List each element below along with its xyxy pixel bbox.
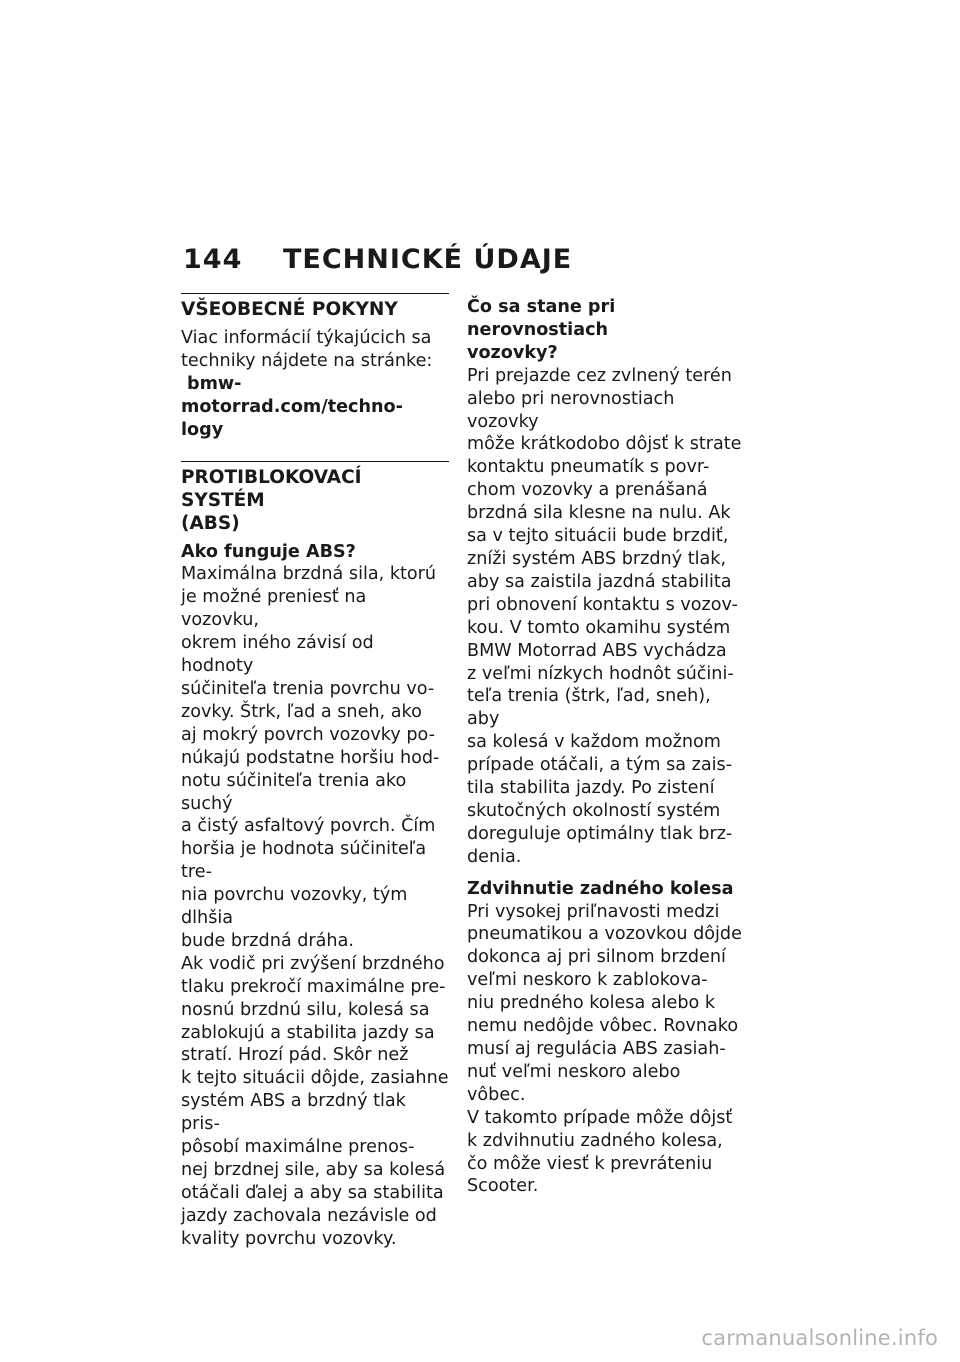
text-line: okrem iného závisí od hodnoty xyxy=(181,633,374,677)
text-line: kontaktu pneumatík s povr- xyxy=(467,457,710,478)
general-body xyxy=(181,327,449,442)
text-line: pri obnovení kontaktu s vozov- xyxy=(467,594,738,615)
subheading-how-abs-works: Ako funguje ABS? xyxy=(181,541,356,562)
text-line: zablokujú a stabilita jazdy sa xyxy=(181,1022,435,1043)
text-line: prípade otáčali, a tým sa zais- xyxy=(467,755,733,776)
text-line: k tejto situácii dôjde, zasiahne xyxy=(181,1068,449,1089)
text-line: sa kolesá v každom možnom xyxy=(467,732,721,753)
text-line: nemu nedôjde vôbec. Rovnako xyxy=(467,1016,739,1037)
text-line: zníži systém ABS brzdný tlak, xyxy=(467,548,727,569)
text-line: niu predného kolesa alebo k xyxy=(467,993,716,1014)
text-line: horšia je hodnota súčiniteľa tre- xyxy=(181,839,427,883)
subheading-uneven-road xyxy=(467,296,743,365)
text-line: nosnú brzdnú silu, kolesá sa xyxy=(181,999,430,1020)
text-line: musí aj regulácia ABS zasiah- xyxy=(467,1039,726,1059)
text-line: Čo sa stane pri nerovnostiach xyxy=(467,297,616,340)
text-line: aj mokrý povrch vozovky po- xyxy=(181,724,435,745)
text-line: doreguluje optimálny tlak brz- xyxy=(467,823,733,844)
watermark: carmanualsonline.info xyxy=(701,1326,938,1350)
text-line: z veľmi nízkych hodnôt súčini- xyxy=(467,663,734,684)
right-column xyxy=(467,296,743,1198)
text-line: brzdná sila klesne na nulu. Ak xyxy=(467,503,731,524)
left-column xyxy=(181,293,449,1251)
text-line: V takomto prípade môže dôjsť xyxy=(467,1107,733,1128)
text-line: súčiniteľa trenia povrchu vo- xyxy=(181,678,435,699)
text-line: bude brzdná dráha. xyxy=(181,930,354,951)
page-number: 144 xyxy=(183,244,243,275)
text-line: núkajú podstatne horšiu hod- xyxy=(181,747,440,768)
text-line: tila stabilita jazdy. Po zistení xyxy=(467,778,715,799)
text-line: veľmi neskoro k zablokova- xyxy=(467,970,708,991)
rear-wheel-lift-body xyxy=(467,901,743,1199)
text-line: Pri prejazde cez zvlnený terén xyxy=(467,365,732,386)
page-header xyxy=(183,244,572,275)
text-line: je možné preniesť na vozovku, xyxy=(181,587,367,631)
text-line: notu súčiniteľa trenia ako suchý xyxy=(181,770,407,814)
text-line: teľa trenia (štrk, ľad, sneh), aby xyxy=(467,686,711,730)
text-line: čo môže viesť k prevráteniu xyxy=(467,1153,713,1174)
section-divider xyxy=(181,293,449,294)
subheading-rear-wheel-lift: Zdvihnutie zadného kolesa xyxy=(467,878,734,899)
text-line: vozovky? xyxy=(467,342,558,363)
text-line: chom vozovky a prenášaná xyxy=(467,480,708,501)
text-line: môže krátkodobo dôjsť k strate xyxy=(467,434,742,455)
text-line: kvality povrchu vozovky. xyxy=(181,1228,397,1249)
text-line: skutočných okolností systém xyxy=(467,800,721,821)
text-line: pôsobí maximálne prenos- xyxy=(181,1137,415,1158)
text-line: Scooter. xyxy=(467,1176,539,1197)
text-line: nuť veľmi neskoro alebo vôbec. xyxy=(467,1061,681,1105)
text-line: Maximálna brzdná sila, ktorú xyxy=(181,564,437,585)
section-heading-general: VŠEOBECNÉ POKYNY xyxy=(181,299,398,320)
section-divider xyxy=(181,461,449,462)
text-line: otáčali ďalej a aby sa stabilita xyxy=(181,1182,444,1203)
text-line: stratí. Hrozí pád. Skôr než xyxy=(181,1045,409,1066)
text-line: Pri vysokej priľnavosti medzi xyxy=(467,901,720,922)
body-line: techniky nájdete na stránke: xyxy=(181,350,433,371)
text-line: jazdy zachovala nezávisle od xyxy=(181,1205,437,1226)
text-line: systém ABS a brzdný tlak pris- xyxy=(181,1091,406,1135)
text-line: sa v tejto situácii bude brzdiť, xyxy=(467,526,729,547)
text-line: aby sa zaistila jazdná stabilita xyxy=(467,571,732,592)
text-line: dokonca aj pri silnom brzdení xyxy=(467,947,726,968)
technology-link[interactable]: bmw-motorrad.com/techno- xyxy=(181,373,403,417)
text-line: nia povrchu vozovky, tým dlhšia xyxy=(181,885,408,929)
text-line: k zdvihnutiu zadného kolesa, xyxy=(467,1130,723,1151)
text-line: zovky. Štrk, ľad a sneh, ako xyxy=(181,701,422,722)
text-line: BMW Motorrad ABS vychádza xyxy=(467,640,727,661)
section-heading-abs: PROTIBLOKOVACÍ SYSTÉM (ABS) xyxy=(181,466,362,534)
uneven-road-body xyxy=(467,365,743,869)
body-line: Viac informácií týkajúcich sa xyxy=(181,328,432,348)
text-line: Ak vodič pri zvýšení brzdného xyxy=(181,953,445,974)
text-line: kou. V tomto okamihu systém xyxy=(467,617,731,638)
text-line: pneumatikou a vozovkou dôjde xyxy=(467,924,742,945)
text-line: alebo pri nerovnostiach vozovky xyxy=(467,388,675,432)
text-line: denia. xyxy=(467,846,522,867)
technology-link-continued[interactable]: logy xyxy=(181,419,224,440)
text-line: nej brzdnej sile, aby sa kolesá xyxy=(181,1160,446,1180)
text-line: a čistý asfaltový povrch. Čím xyxy=(181,816,436,837)
chapter-title: TECHNICKÉ ÚDAJE xyxy=(283,244,573,275)
abs-paragraph-2 xyxy=(181,953,449,1251)
text-line: tlaku prekročí maximálne pre- xyxy=(181,976,446,997)
abs-paragraph-1 xyxy=(181,563,449,952)
